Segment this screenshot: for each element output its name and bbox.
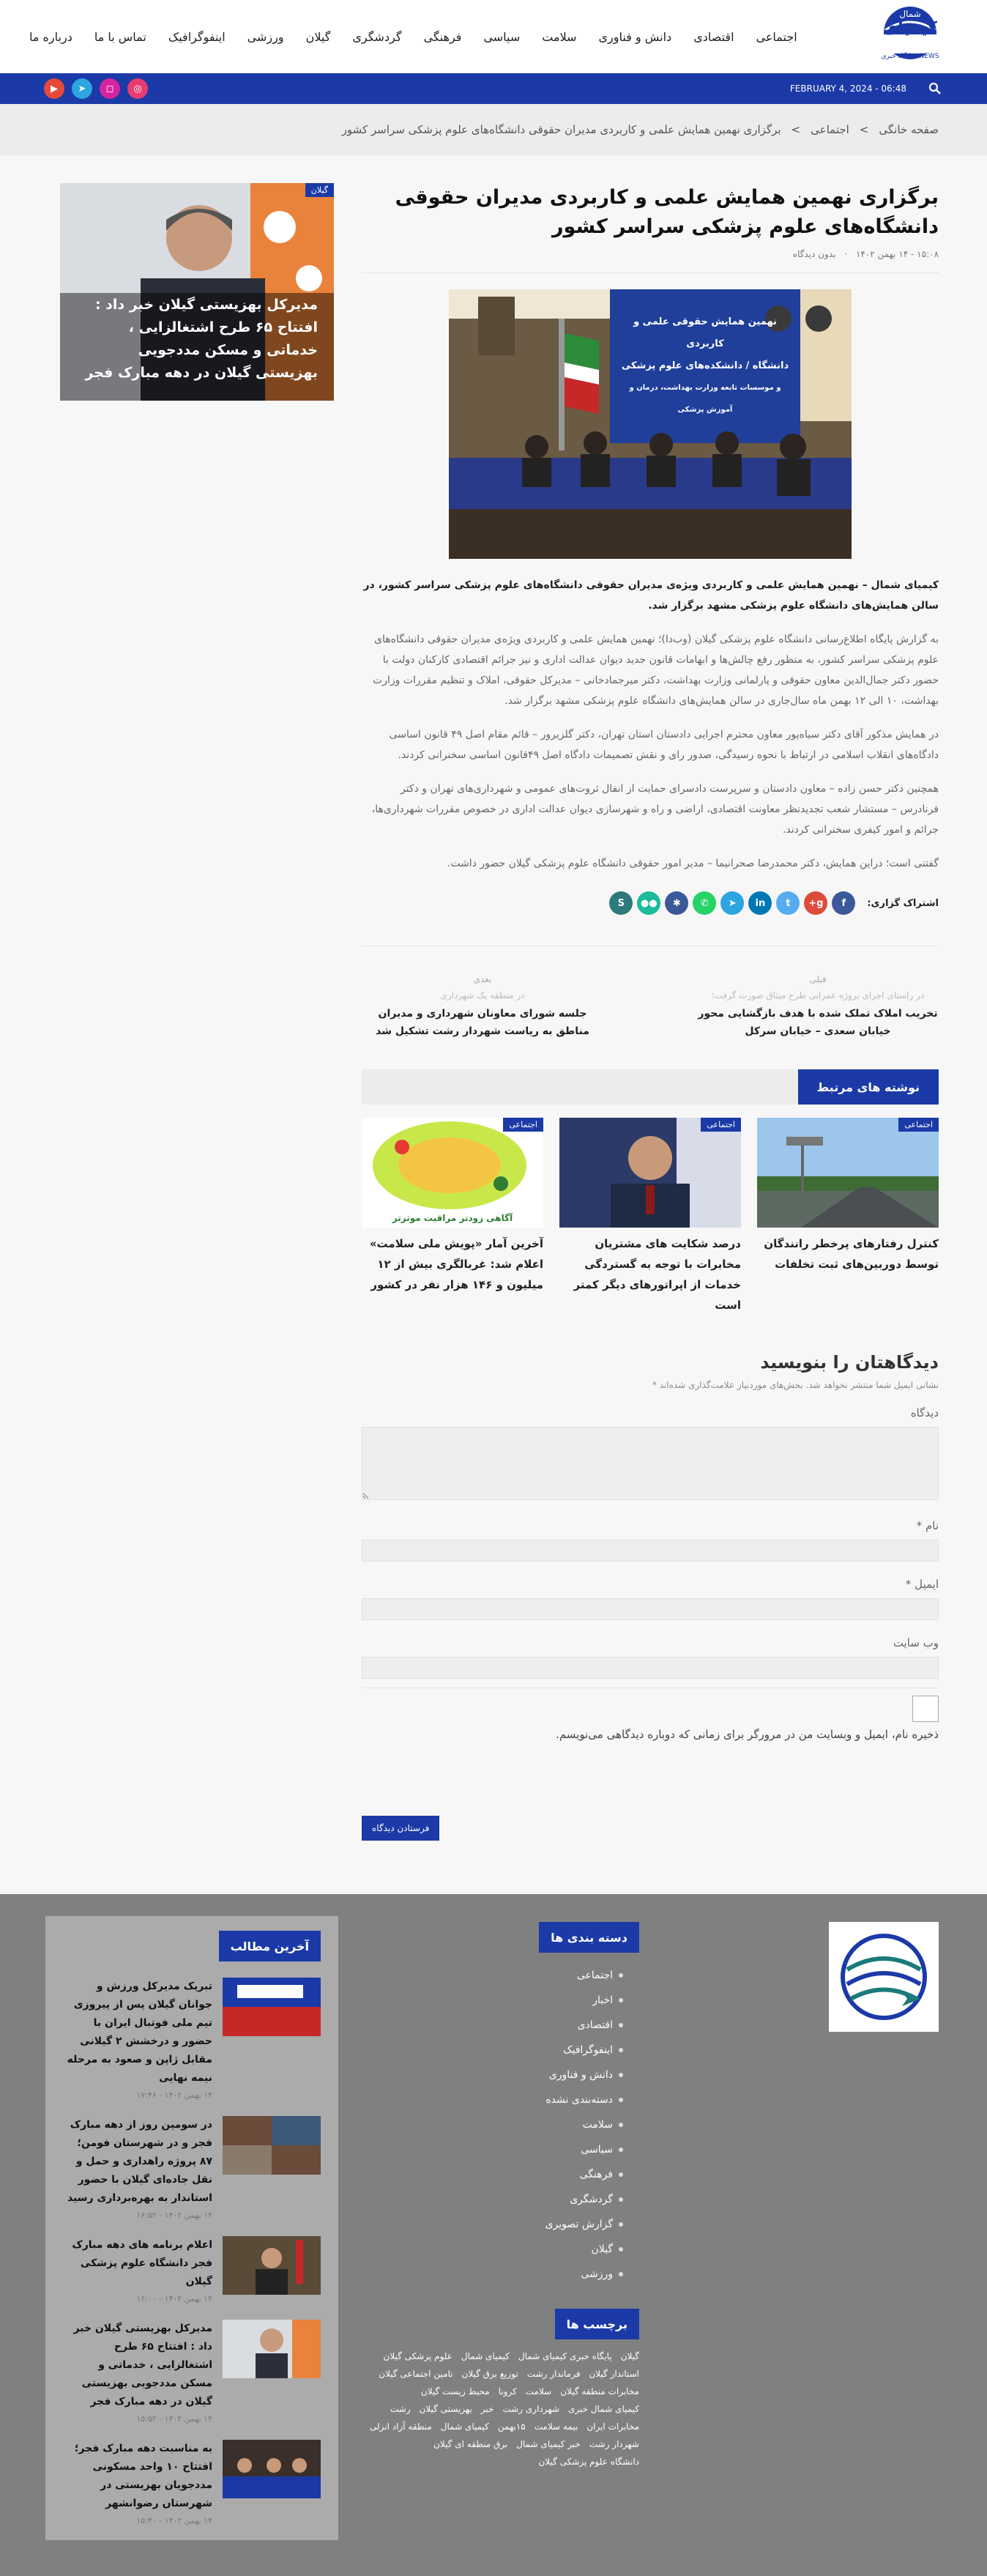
next-post-link[interactable]: بعدی در منطقه یک شهرداری جلسه شورای معاونان شهرداری و مدیران مناطق به ریاست شهردار رشت تشکیل شد bbox=[376, 974, 589, 1037]
latest-post-item[interactable]: به مناسبت دهه مبارک فجر؛ افتتاح ۱۰ واحد مسکونی مددجویان بهزیستی در شهرستان رضوانشهر ۱۴ بهمن ۱۴۰۲ - ۱۵:۴۰ bbox=[63, 2440, 321, 2525]
footer-tag-link[interactable]: بهزیستی گیلان bbox=[419, 2404, 472, 2414]
sidebar-featured-post[interactable] bbox=[60, 183, 334, 401]
article-comments-count[interactable]: بدون دیدگاه bbox=[792, 249, 836, 259]
article-paragraph: در همایش مذکور آقای دکتر سیاه‌پور معاون محترم اجرایی دادستان استان تهران، دکتر گلزیرور – قائم مقام اصل ۴۹ قانون اساسی دادگاه‌های انقلاب اسلامی در ارتباط با نحوه رسیدگی، صدور رای و نقش تصمیمات دادگاه اصل ۴۹قانون اساسی سخنرانی کردند. bbox=[389, 729, 939, 761]
footer-tag-link[interactable]: فرماندار رشت bbox=[526, 2369, 581, 2379]
related-post-card[interactable] bbox=[757, 1118, 939, 1315]
current-date: FEBRUARY 4, 2024 - 06:48 bbox=[789, 83, 906, 94]
name-input[interactable] bbox=[362, 1540, 939, 1562]
footer-tag-link[interactable]: تامین اجتماعی گیلان bbox=[379, 2369, 453, 2379]
footer-tag-link[interactable]: کیمیای شمال bbox=[461, 2351, 510, 2361]
latest-post-thumb bbox=[223, 2440, 321, 2498]
telegram-icon[interactable]: ➤ bbox=[720, 891, 744, 915]
footer-tag-link[interactable]: مخابرات ایران bbox=[586, 2421, 639, 2432]
save-info-checkbox[interactable] bbox=[912, 1696, 939, 1722]
footer-tag-link[interactable]: برق منطقه ای گیلان bbox=[433, 2439, 508, 2449]
instagram-icon[interactable]: ◻ bbox=[100, 78, 120, 99]
featured-post-caption: مدیرکل بهزیستی گیلان خبر داد : افتتاح ۶۵ طرح اشتغالزایی ، خدماتی و مسکن مددجویی بهزیستی گیلان در دهه مبارک فجر bbox=[85, 297, 318, 381]
site-logo[interactable] bbox=[867, 4, 953, 70]
latest-post-thumb bbox=[223, 1978, 321, 2036]
footer-tag-link[interactable]: شهردار رشت bbox=[589, 2439, 639, 2449]
footer-tag-link[interactable]: استاندار گیلان bbox=[589, 2369, 639, 2379]
breadcrumb-separator: > bbox=[859, 123, 869, 136]
myspace-icon[interactable]: ✱ bbox=[665, 891, 688, 915]
website-label: وب سایت bbox=[893, 1636, 939, 1649]
nav-item-contact[interactable]: تماس با ما bbox=[94, 29, 146, 44]
related-post-title: درصد شکایت های مشتریان مخابرات با توجه به گستردگی خدمات از اپراتورهای دیگر کمتر است bbox=[573, 1237, 741, 1312]
nav-item-science[interactable]: دانش و فناوری bbox=[598, 29, 672, 44]
article-paragraph: گفتنی است؛ دراین همایش، دکتر محمدرضا صحرانیما – مدیر امور حقوقی دانشگاه علوم پزشکی گیلان حضور داشت. bbox=[447, 858, 939, 869]
breadcrumb-separator: > bbox=[791, 123, 801, 136]
comment-form-note: نشانی ایمیل شما منتشر نخواهد شد. بخش‌های موردنیاز علامت‌گذاری شده‌اند * bbox=[652, 1380, 939, 1390]
footer-category-link[interactable]: دسته‌بندی نشده bbox=[493, 2087, 639, 2112]
website-input[interactable] bbox=[362, 1657, 939, 1679]
footer-tag-link[interactable]: محیط زیست گیلان bbox=[420, 2386, 490, 2397]
whatsapp-icon[interactable]: ✆ bbox=[693, 891, 716, 915]
footer-category-link[interactable]: دانش و فناوری bbox=[493, 2063, 639, 2087]
flickr-icon[interactable]: ●● bbox=[637, 891, 660, 915]
comment-label: دیدگاه bbox=[910, 1406, 939, 1419]
comment-form bbox=[362, 1352, 939, 1833]
footer-tag-link[interactable]: کرونا bbox=[498, 2386, 517, 2397]
related-post-card[interactable] bbox=[362, 1118, 543, 1315]
related-post-image: اجتماعی bbox=[559, 1118, 741, 1228]
telegram-icon[interactable]: ➤ bbox=[72, 78, 92, 99]
footer-tag-link[interactable]: سلامت bbox=[525, 2386, 552, 2397]
footer-tag-link[interactable]: کیمیای شمال خبری bbox=[568, 2404, 639, 2414]
latest-post-thumb bbox=[223, 2236, 321, 2295]
article bbox=[362, 183, 939, 1833]
related-post-image: اجتماعی bbox=[757, 1118, 939, 1228]
footer-category-link[interactable]: ورزشی bbox=[493, 2262, 639, 2287]
footer-tag-link[interactable]: بیمه سلامت bbox=[534, 2421, 578, 2432]
footer-tag-link[interactable]: گیلان bbox=[620, 2351, 639, 2361]
photo-banner-text: نهمین همایش حقوقی علمی و کاربردی دانشگاه / دانشکده‌های علوم پزشکی و موسسات تابعه وزارت بهداشت، درمان و آموزش پزشکی bbox=[621, 316, 789, 414]
nav-item-gilan[interactable]: گیلان bbox=[305, 29, 331, 44]
comment-form-heading: دیدگاهتان را بنویسید bbox=[760, 1352, 939, 1373]
footer-tag-link[interactable]: توزیع برق گیلان bbox=[461, 2369, 518, 2379]
search-icon[interactable] bbox=[928, 82, 942, 95]
article-meta: ۱۵:۰۸ - ۱۴ بهمن ۱۴۰۲ · بدون دیدگاه bbox=[362, 249, 939, 273]
save-info-label: ذخیره نام، ایمیل و وبسایت من در مرورگر برای زمانی که دوباره دیدگاهی می‌نویسم. bbox=[556, 1728, 939, 1741]
footer-categories bbox=[369, 1922, 639, 2467]
related-post-card[interactable] bbox=[559, 1118, 741, 1315]
footer-category-link[interactable]: اقتصادی bbox=[493, 2013, 639, 2038]
footer-tag-link[interactable]: پایگاه خبری کیمیای شمال bbox=[518, 2351, 612, 2361]
youtube-icon[interactable]: ▶ bbox=[44, 78, 64, 99]
post-navigation bbox=[362, 946, 939, 1040]
nav-item-tourism[interactable]: گردشگری bbox=[352, 29, 402, 44]
footer-tag-link[interactable]: مخابرات منطقه گیلان bbox=[560, 2386, 639, 2397]
nav-item-culture[interactable]: فرهنگی bbox=[423, 29, 462, 44]
latest-posts bbox=[45, 1916, 338, 2540]
top-bar bbox=[0, 73, 987, 104]
email-input[interactable] bbox=[362, 1598, 939, 1620]
footer-category-link[interactable]: سیاسی bbox=[493, 2137, 639, 2162]
latest-post-thumb bbox=[223, 2320, 321, 2378]
featured-post-badge: گیلان bbox=[305, 183, 334, 197]
footer-category-link[interactable]: گیلان bbox=[493, 2237, 639, 2262]
nav-item-health[interactable]: سلامت bbox=[542, 29, 577, 44]
previous-post-link[interactable]: قبلی در راستای اجرای پروژه عمرانی طرح میثاق صورت گرفت؛ تخریب املاک تملک شده با هدف بازگشایی محور خیابان سعدی – خیابان سرکل bbox=[698, 974, 938, 1037]
sidebar bbox=[60, 183, 334, 401]
article-lead: کیمیای شمال – نهمین همایش علمی و کاربردی ویژه‌ی مدیران حقوقی دانشگاه‌های علوم پزشکی سراسر کشور، در سالن همایش‌های دانشگاه علوم پزشکی مشهد برگزار شد. bbox=[363, 579, 939, 612]
skype-icon[interactable]: S bbox=[609, 891, 633, 915]
logo-tagline: NEWS · پایگاه خبری bbox=[881, 53, 939, 60]
logo-text: کیمیای bbox=[883, 19, 937, 37]
social-links bbox=[44, 78, 148, 99]
facebook-icon[interactable]: f bbox=[832, 891, 855, 915]
footer-tag-link[interactable]: علوم پزشکی گیلان bbox=[383, 2351, 452, 2361]
footer-category-link[interactable]: اجتماعی bbox=[493, 1963, 639, 1988]
latest-post-item[interactable]: اعلام برنامه های دهه مبارک فجر دانشگاه علوم پزشکی گیلان ۱۴ بهمن ۱۴۰۲ - ۱۶:۰۰ bbox=[63, 2236, 321, 2304]
footer-tag-link[interactable]: خبر کیمیای شمال bbox=[516, 2439, 581, 2449]
categories-heading: دسته بندی ها bbox=[539, 1922, 639, 1953]
breadcrumb bbox=[0, 104, 987, 155]
twitter-icon[interactable]: t bbox=[776, 891, 800, 915]
comment-textarea[interactable] bbox=[362, 1427, 939, 1500]
article-title: برگزاری نهمین همایش علمی و کاربردی مدیران حقوقی دانشگاه‌های علوم پزشکی سراسر کشور bbox=[395, 186, 939, 238]
nav-item-economy[interactable]: اقتصادی bbox=[693, 29, 734, 44]
footer-tag-link[interactable]: خبر bbox=[480, 2404, 494, 2414]
breadcrumb-category[interactable]: اجتماعی bbox=[811, 123, 849, 136]
nav-item-sports[interactable]: ورزشی bbox=[247, 29, 284, 44]
article-paragraph: به گزارش پایگاه اطلاع‌رسانی دانشگاه علوم پزشکی گیلان (وب‌دا)؛ نهمین همایش علمی و کاربردی ویژه‌ی مدیران حقوقی دانشگاه‌های علوم پزشکی سراسر کشور، به منظور رفع چالش‌ها و ابهامات قانون جدید دیوان عدالت اداری و نیز جرائم اقتصادی کارکنان دولت با حضور دکتر جمال‌الدین معاون حقوقی و پارلمانی وزارت بهداشت، دکتر میرجمادخانی – مدیرکل حقوقی، املاک و تنظیم مقررات وزارت بهداشت، ۱۰ الی ۱۲ بهمن ماه سال‌جاری در سالن همایش‌های دانشگاه علوم پزشکی مشهد برگزار شد. bbox=[373, 634, 939, 707]
article-photo bbox=[449, 289, 852, 559]
share-bar bbox=[362, 891, 939, 915]
latest-post-item[interactable]: تبریک مدیرکل ورزش و جوانان گیلان پس از پیروزی تیم ملی فوتبال ایران با حضور و درخشش ۲ گیلانی مقابل ژاپن و صعود به مرحله نیمه نهایی ۱۴ بهمن ۱۴۰۲ - ۱۷:۴۶ bbox=[63, 1978, 321, 2100]
latest-post-item[interactable]: در سومین روز از دهه مبارک فجر و در شهرستان فومن؛ ۸۷ پروژه راهداری و حمل و نقل جاده‌ای گیلان با حضور استاندار به بهره‌برداری رسید ۱۴ بهمن ۱۴۰۲ - ۱۶:۵۲ bbox=[63, 2116, 321, 2220]
tag-cloud bbox=[361, 2351, 639, 2467]
footer-tag-link[interactable]: منطقه آزاد انزلی bbox=[369, 2421, 432, 2432]
linkedin-icon[interactable]: in bbox=[748, 891, 772, 915]
logo-top-text: شمال bbox=[899, 9, 921, 19]
nav-item-infographic[interactable]: اینفوگرافیک bbox=[168, 29, 226, 44]
name-label: نام * bbox=[916, 1519, 939, 1532]
nav-item-politics[interactable]: سیاسی bbox=[483, 29, 521, 44]
main-nav bbox=[29, 30, 797, 44]
footer-category-link[interactable]: گزارش تصویری bbox=[493, 2212, 639, 2237]
footer-category-link[interactable]: سلامت bbox=[493, 2112, 639, 2137]
footer-tag-link[interactable]: شهرداری رشت bbox=[502, 2404, 559, 2414]
article-paragraph: همچنین دکتر حسن زاده – معاون دادستان و سرپرست دادسرای حمایت از انفال ثروت‌های عمومی و شهرداری‌های تهران و دکتر فرنادرس – مستشار شعب تجدیدنظر معاونت اقتصادی، اراضی و راه و شهرسازی دیوان عدالت اداری در خصوص مقررات شهرداری‌ها، جرائم و امور کیفری سخنرانی کردند. bbox=[371, 783, 939, 836]
footer-category-link[interactable]: فرهنگی bbox=[493, 2162, 639, 2187]
footer-category-link[interactable]: اخبار bbox=[493, 1988, 639, 2013]
latest-post-item[interactable]: مدیرکل بهزیستی گیلان خبر داد : افتتاح ۶۵ طرح اشتغالزایی ، خدماتی و مسکن مددجویی بهزیستی گیلان در دهه مبارک فجر ۱۴ بهمن ۱۴۰۲ - ۱۵:۵۲ bbox=[63, 2320, 321, 2424]
related-post-title: کنترل رفتارهای پرخطر رانندگان توسط دوربین‌های ثبت تخلفات bbox=[764, 1237, 939, 1271]
breadcrumb-current: برگزاری نهمین همایش علمی و کاربردی مدیران حقوقی دانشگاه‌های علوم پزشکی سراسر کشور bbox=[341, 123, 781, 136]
email-label: ایمیل * bbox=[905, 1578, 939, 1591]
save-info-row bbox=[362, 1688, 939, 1722]
related-posts bbox=[362, 1118, 939, 1315]
related-post-title: آخرین آمار «پویش ملی سلامت» اعلام شد: غربالگری بیش از ۱۲ میلیون و ۱۴۶ هزار نفر در کشور bbox=[369, 1237, 543, 1291]
related-posts-title: نوشته های مرتبط bbox=[798, 1069, 939, 1105]
share-label: اشتراک گزاری: bbox=[867, 897, 939, 909]
latest-posts-heading: آخرین مطالب bbox=[219, 1931, 321, 1961]
footer-tag-link[interactable]: دانشگاه علوم پزشکی گیلان bbox=[538, 2457, 639, 2467]
submit-comment-button[interactable]: فرستادن دیدگاه bbox=[362, 1816, 439, 1841]
footer-tag-link[interactable]: کیمیای شمال bbox=[440, 2421, 489, 2432]
footer-category-link[interactable]: اینفوگرافیک bbox=[493, 2038, 639, 2063]
tags-heading: برچسب ها bbox=[555, 2309, 639, 2339]
nav-item-social[interactable]: اجتماعی bbox=[756, 29, 797, 44]
nav-item-about[interactable]: درباره ما bbox=[29, 29, 72, 44]
googleplus-icon[interactable]: g+ bbox=[804, 891, 827, 915]
article-date: ۱۵:۰۸ - ۱۴ بهمن ۱۴۰۲ bbox=[855, 249, 939, 259]
site-footer bbox=[0, 1894, 987, 2576]
related-posts-header bbox=[362, 1069, 939, 1105]
site-header bbox=[0, 0, 987, 73]
related-post-image: اجتماعی آگاهی زودتر مراقبت موثرتر bbox=[362, 1118, 543, 1228]
latest-post-thumb bbox=[223, 2116, 321, 2175]
footer-tag-link[interactable]: ۱۵بهمن bbox=[497, 2421, 526, 2432]
breadcrumb-home[interactable]: صفحه خانگی bbox=[879, 123, 939, 136]
footer-tag-link[interactable]: رشت bbox=[390, 2404, 411, 2414]
footer-logo[interactable] bbox=[829, 1922, 939, 2032]
footer-logo-icon bbox=[833, 1926, 935, 2028]
footer-category-link[interactable]: گردشگری bbox=[493, 2187, 639, 2212]
aparat-icon[interactable]: ◎ bbox=[127, 78, 148, 99]
main-content bbox=[0, 155, 987, 1894]
